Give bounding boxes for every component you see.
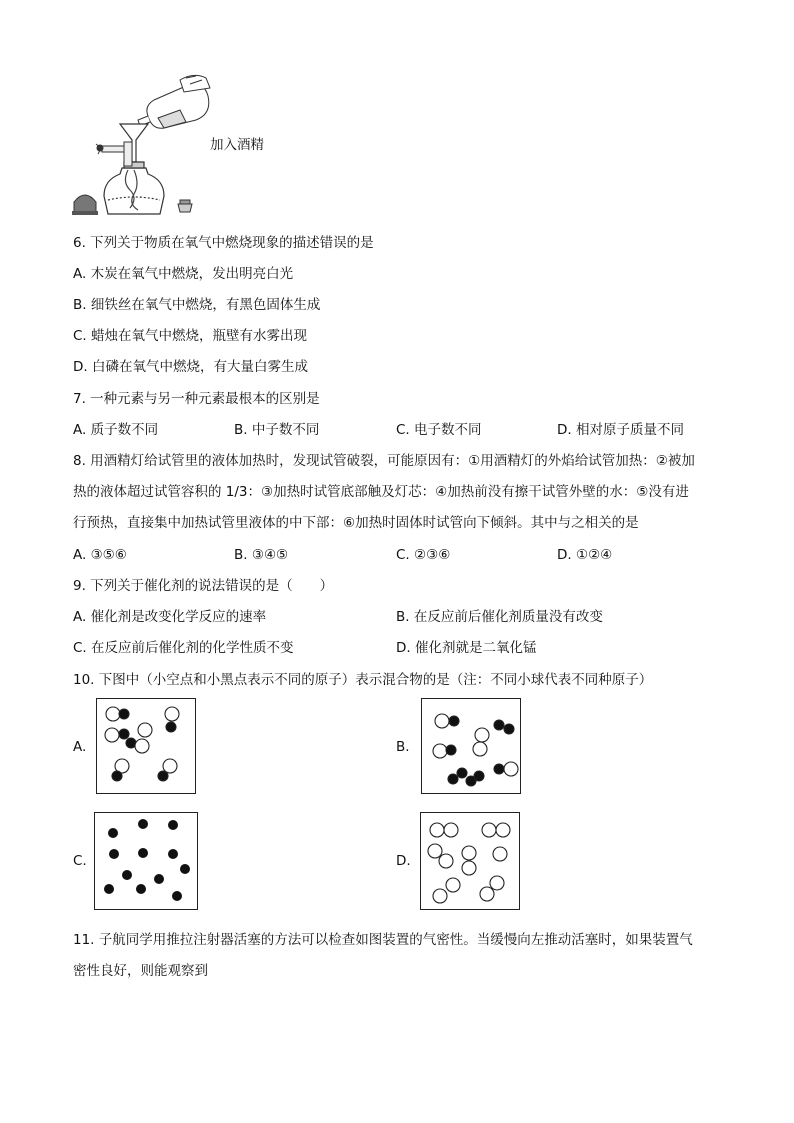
q10-box-d	[420, 812, 520, 910]
q11-stem-line1: 11. 子航同学用推拉注射器活塞的方法可以检查如图装置的气密性。当缓慢向左推动活塞时，如果装置气	[73, 932, 693, 948]
add-alcohol-figure	[68, 70, 218, 220]
wick-cap-icon	[178, 200, 192, 212]
q10-diagram-c	[95, 813, 197, 909]
q9-stem: 9. 下列关于催化剂的说法错误的是（ ）	[73, 578, 334, 594]
q8-stem-line2: 热的液体超过试管容积的 1/3：③加热时试管底部触及灯芯：④加热前没有擦干试管外壁的水：⑤没有进	[73, 484, 689, 500]
q10-label-d: D.	[396, 853, 411, 869]
q9-option-a: A. 催化剂是改变化学反应的速率	[73, 609, 267, 625]
q10-label-b: B.	[396, 739, 410, 755]
q7-option-a: A. 质子数不同	[73, 422, 159, 438]
q8-stem-line3: 行预热，直接集中加热试管里液体的中下部：⑥加热时固体时试管向下倾斜。其中与之相关的是	[73, 515, 639, 531]
q9-option-d: D. 催化剂就是二氧化锰	[396, 640, 537, 656]
q10-stem: 10. 下图中（小空点和小黑点表示不同的原子）表示混合物的是（注：不同小球代表不同种原子）	[73, 672, 653, 688]
figure-caption: 加入酒精	[210, 137, 264, 153]
q10-diagram-a	[97, 699, 195, 793]
alcohol-lamp-icon	[104, 162, 164, 214]
lamp-cap-icon	[72, 195, 98, 215]
q6-option-a: A. 木炭在氧气中燃烧，发出明亮白光	[73, 266, 294, 282]
q8-option-a: A. ③⑤⑥	[73, 547, 127, 563]
q7-option-c: C. 电子数不同	[396, 422, 482, 438]
q6-stem: 6. 下列关于物质在氧气中燃烧现象的描述错误的是	[73, 235, 374, 251]
q11-stem-line2: 密性良好，则能观察到	[73, 963, 208, 979]
q10-box-a	[96, 698, 196, 794]
hand-pouring-bottle-icon	[138, 75, 210, 128]
q8-option-d: D. ①②④	[557, 547, 613, 563]
wick-icon	[96, 142, 132, 166]
q7-option-d: D. 相对原子质量不同	[557, 422, 684, 438]
q6-option-d: D. 白磷在氧气中燃烧，有大量白雾生成	[73, 359, 308, 375]
q10-box-c	[94, 812, 198, 910]
q8-option-c: C. ②③⑥	[396, 547, 451, 563]
q6-option-b: B. 细铁丝在氧气中燃烧，有黑色固体生成	[73, 297, 321, 313]
q10-diagram-d	[421, 813, 519, 909]
q10-label-c: C.	[73, 853, 87, 869]
q7-option-b: B. 中子数不同	[234, 422, 320, 438]
q8-stem-line1: 8. 用酒精灯给试管里的液体加热时，发现试管破裂，可能原因有：①用酒精灯的外焰给试管加热：②被加	[73, 453, 695, 469]
q10-label-a: A.	[73, 739, 87, 755]
q9-option-c: C. 在反应前后催化剂的化学性质不变	[73, 640, 294, 656]
q9-option-b: B. 在反应前后催化剂质量没有改变	[396, 609, 603, 625]
q8-option-b: B. ③④⑤	[234, 547, 289, 563]
q7-stem: 7. 一种元素与另一种元素最根本的区别是	[73, 391, 320, 407]
alcohol-lamp-illustration	[68, 70, 218, 220]
q10-box-b	[421, 698, 521, 794]
q6-option-c: C. 蜡烛在氧气中燃烧，瓶壁有水雾出现	[73, 328, 308, 344]
q10-diagram-b	[422, 699, 520, 793]
